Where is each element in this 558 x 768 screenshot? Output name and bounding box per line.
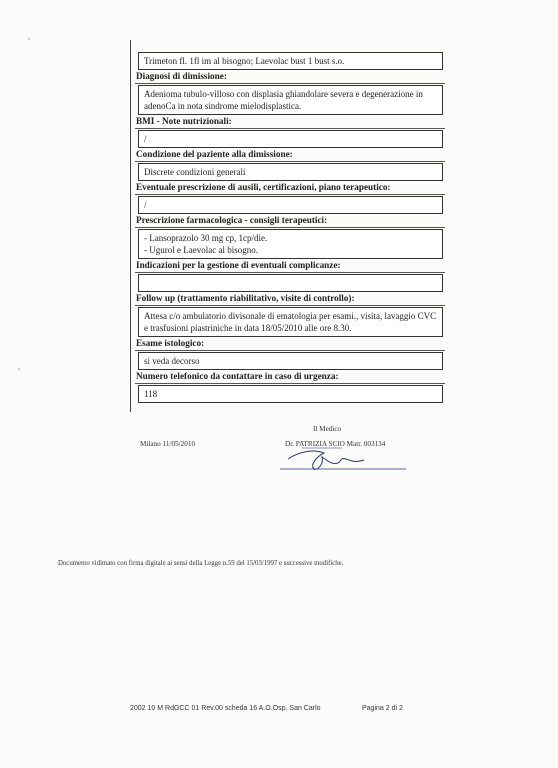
field-text-line: Attesa c/o ambulatorio divisonale di ematologia per esami., visita, lavaggio CVC [144, 311, 437, 321]
section-label: Condizione del paziente alla dimissione: [135, 148, 445, 162]
document-code: 2002 10 M RdGCC 01 Rev.00 scheda 16 A.O.Osp. San Carlo [130, 705, 321, 712]
field-text-line: / [144, 134, 147, 144]
margin-rule [130, 40, 131, 412]
section-field [138, 385, 443, 403]
section-label: Diagnosi di dimissione: [135, 70, 445, 84]
field-text-line: Discrete condizioni generali [144, 167, 246, 177]
scan-speck [28, 38, 30, 40]
section-label: Prescrizione farmacologica - consigli terapeutici: [135, 214, 445, 228]
section-field [138, 85, 443, 115]
section-field [138, 163, 443, 181]
section-field [138, 130, 443, 148]
section-label: Numero telefonico da contattare in caso di urgenza: [135, 370, 445, 384]
field-text-line: - Lansoprazolo 30 mg cp, 1cp/die. [144, 233, 268, 243]
section-field [138, 352, 443, 370]
section-label: Esame istologico: [135, 337, 445, 351]
doctor-name: Dr. PATRIZIA SCIO Matr. 003134 [285, 440, 386, 448]
field-text-line: Trimeton fl. 1fl im al bisogno; Laevolac bust 1 bust s.o. [144, 56, 345, 66]
field-text-line: si veda decorso [144, 356, 200, 366]
discharge-form [135, 52, 445, 403]
digital-signature-note: Documento vidimato con firma digitale ai sensi della Legge n.59 del 15/03/1997 e successive modifiche. [58, 560, 344, 567]
field-text-line: e trasfusioni piastriniche in data 18/05/2010 alle ore 8.30. [144, 323, 352, 333]
section-label: Follow up (trattamento riabilitativo, visite di controllo): [135, 292, 445, 306]
section-label: Eventuale prescrizione di ausili, certificazioni, piano terapeutico: [135, 181, 445, 195]
section-label: BMI - Note nutrizionali: [135, 115, 445, 129]
section-field [138, 274, 443, 292]
field-text-line: adenoCa in nota sindrome mielodisplastica. [144, 101, 302, 111]
field-text-line: - Ugurol e Laevolac al bisogno. [144, 245, 258, 255]
section-field [138, 52, 443, 70]
section-field [138, 229, 443, 259]
page-number: Pagina 2 di 2 [362, 705, 403, 712]
section-field [138, 307, 443, 337]
field-text-line: / [144, 200, 147, 210]
handwritten-signature [280, 443, 415, 473]
section-field [138, 196, 443, 214]
section-label: Indicazioni per la gestione di eventuali complicanze: [135, 259, 445, 273]
signature-role: Il Medico [313, 425, 342, 433]
scan-speck [18, 368, 20, 370]
field-text-line: 118 [144, 389, 158, 399]
place-date: Milano 11/05/2010 [140, 440, 196, 448]
field-text-line: Adenioma tubulo-villoso con displasia ghiandolare severa e degenerazione in [144, 89, 423, 99]
